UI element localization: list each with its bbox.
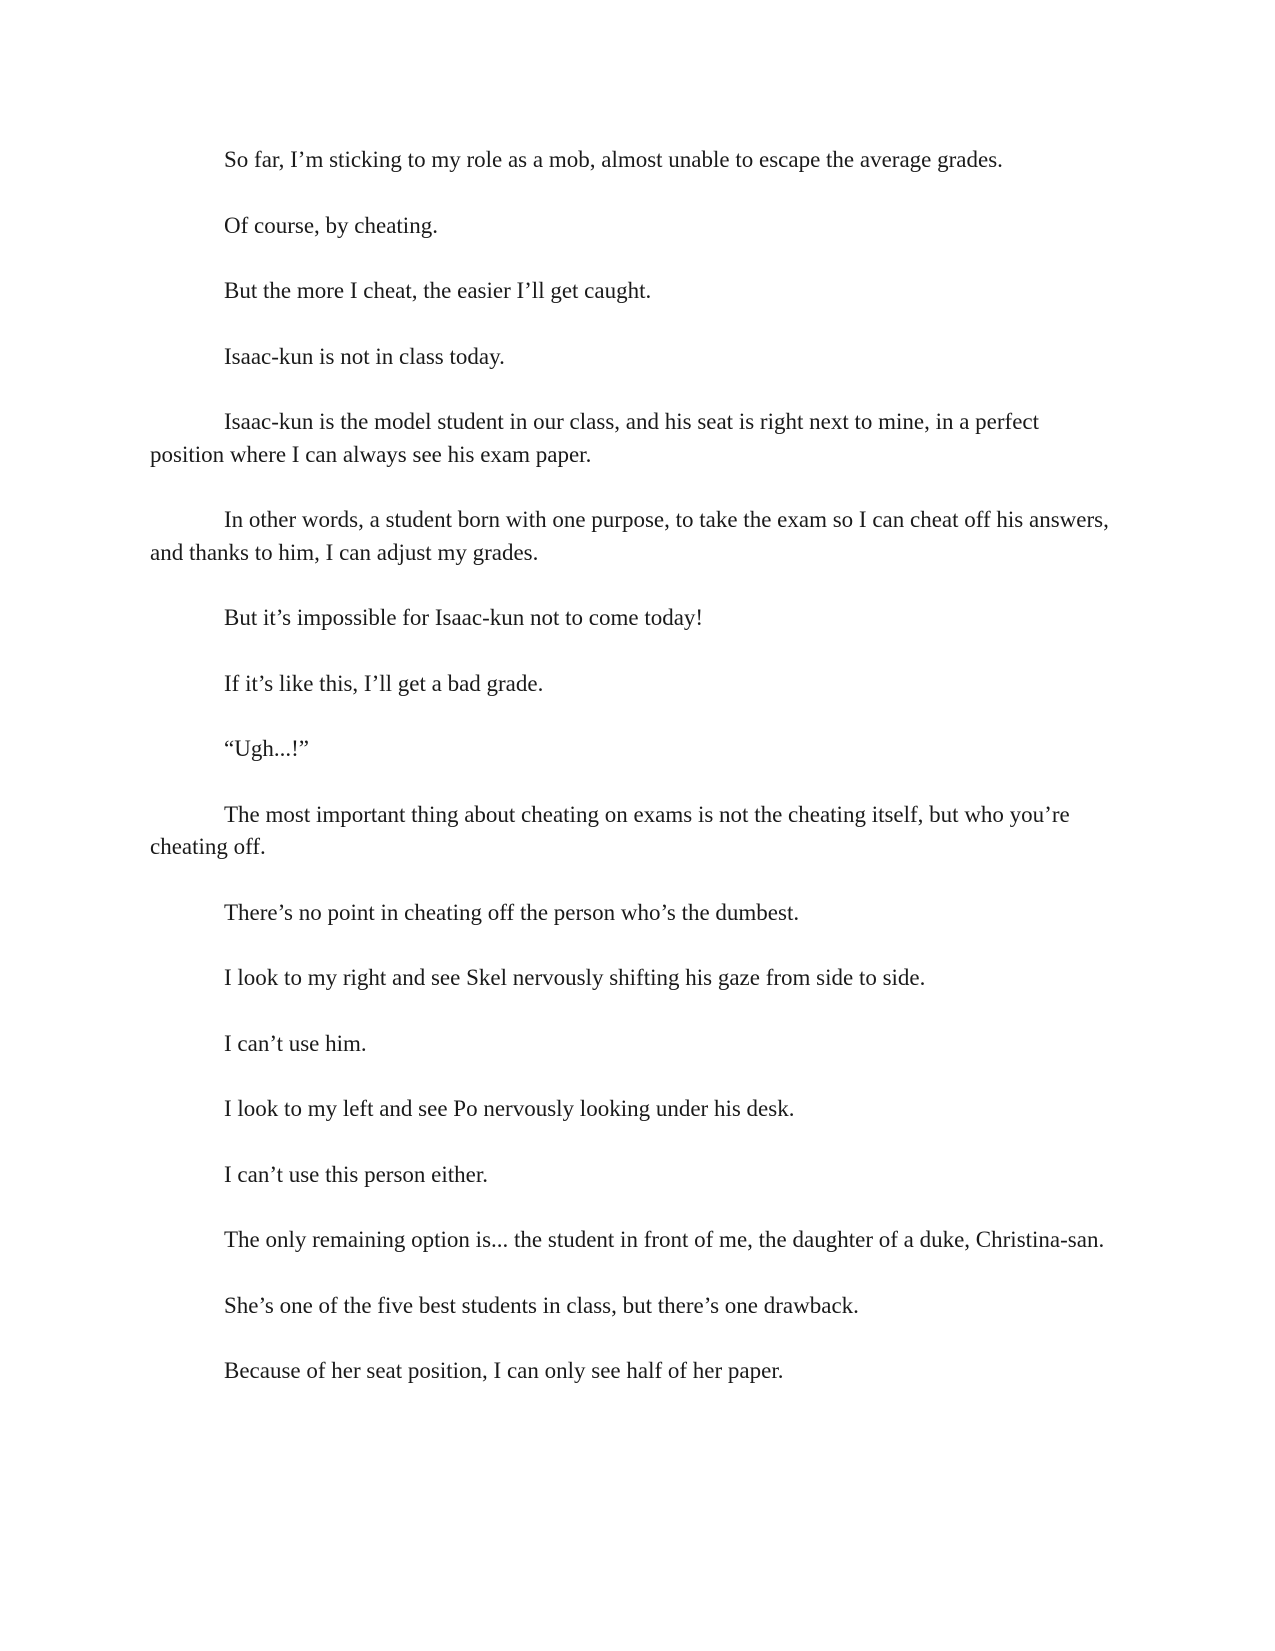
paragraph: If it’s like this, I’ll get a bad grade. (224, 670, 544, 696)
document-body (150, 144, 1110, 1421)
paragraph: I look to my left and see Po nervously looking under his desk. (224, 1096, 795, 1121)
paragraph: The most important thing about cheating on exams is not the cheating itself, but who you’re cheating off. (150, 801, 1070, 859)
paragraph: But the more I cheat, the easier I’ll get caught. (224, 278, 652, 303)
paragraph: But it’s impossible for Isaac-kun not to come today! (224, 605, 704, 630)
paragraph: Isaac-kun is not in class today. (224, 343, 505, 369)
paragraph: Isaac-kun is the model student in our class, and his seat is right next to mine, in a perfect position where I can always see his exam paper. (150, 409, 1040, 467)
paragraph: I can’t use this person either. (224, 1161, 489, 1187)
paragraph: “Ugh...!” (224, 736, 309, 761)
paragraph: Of course, by cheating. (224, 212, 438, 238)
paragraph: In other words, a student born with one purpose, to take the exam so I can cheat off his answers, and thanks to him, I can adjust my grades. (150, 507, 1109, 565)
paragraph: Because of her seat position, I can only see half of her paper. (224, 1358, 784, 1383)
paragraph: She’s one of the five best students in class, but there’s one drawback. (224, 1292, 859, 1318)
paragraph: There’s no point in cheating off the person who’s the dumbest. (224, 899, 800, 925)
paragraph: The only remaining option is... the student in front of me, the daughter of a duke, Christina-san. (224, 1227, 1105, 1252)
paragraph: So far, I’m sticking to my role as a mob, almost unable to escape the average grades. (224, 147, 1003, 172)
paragraph: I can’t use him. (224, 1030, 367, 1056)
paragraph: I look to my right and see Skel nervously shifting his gaze from side to side. (224, 965, 926, 990)
